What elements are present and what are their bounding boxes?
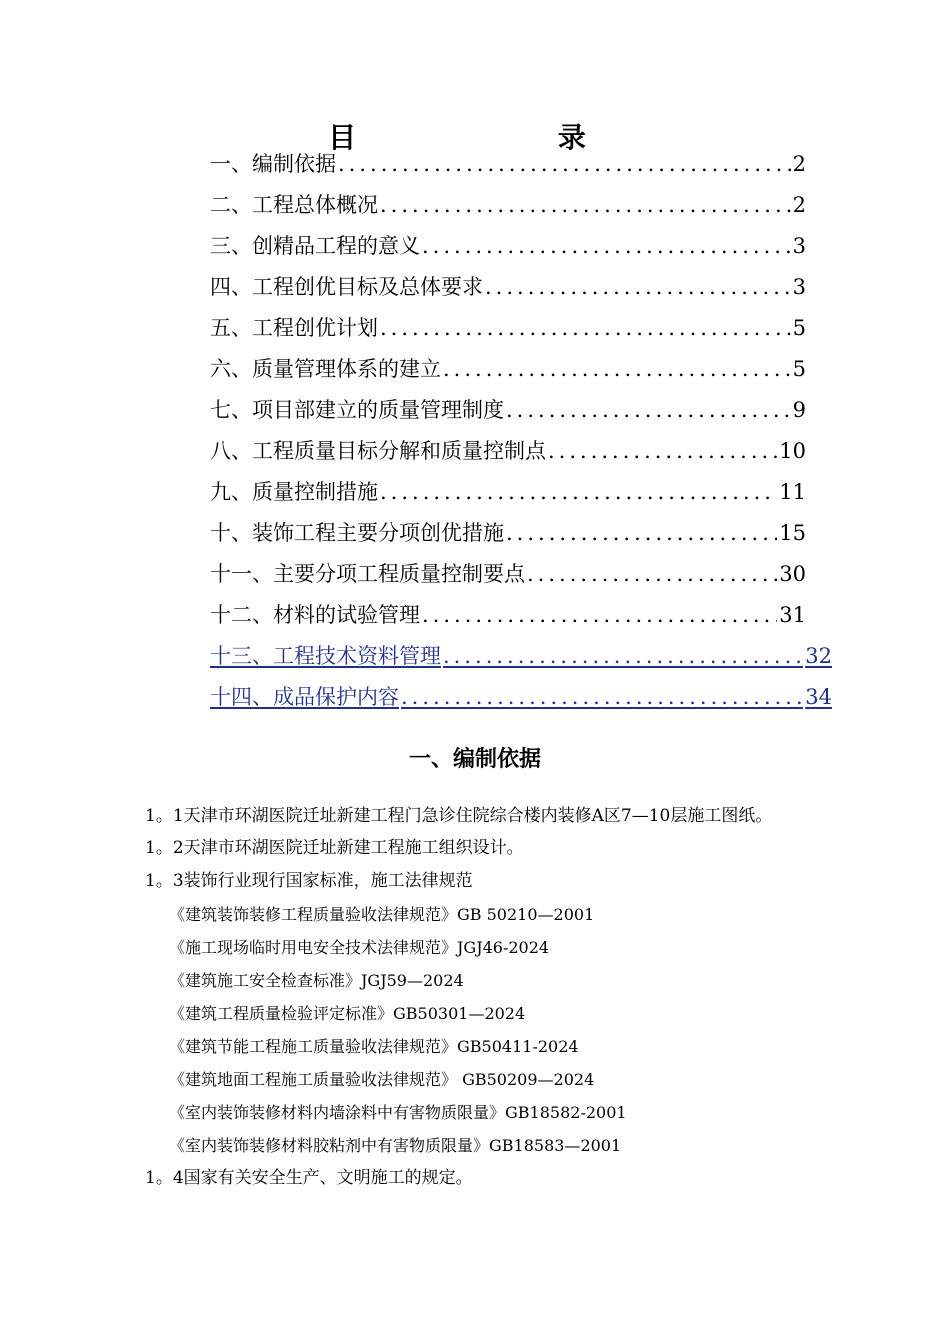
toc-leader-dots <box>546 431 777 472</box>
standard-item: 《施工现场临时用电安全技术法律规范》JGJ46-2024 <box>169 938 550 957</box>
toc-leader-dots <box>399 677 803 718</box>
toc-entry-label: 十二、材料的试验管理 <box>210 603 420 627</box>
toc-entry-page: 2 <box>792 152 806 176</box>
toc-entry-page: 9 <box>792 398 806 422</box>
toc-entry-page: 10 <box>779 439 806 463</box>
toc-entry-page: 15 <box>779 521 806 545</box>
toc-entry-page: 30 <box>779 562 806 586</box>
toc-entry-label: 四、工程创优目标及总体要求 <box>210 275 483 299</box>
toc-entry[interactable] <box>210 431 806 472</box>
table-of-contents <box>210 144 832 718</box>
toc-title: 目 录 <box>328 121 682 154</box>
toc-entry-label: 十、装饰工程主要分项创优措施 <box>210 521 504 545</box>
section-body <box>145 800 810 1195</box>
toc-entry-page: 2 <box>792 193 806 217</box>
toc-entry-label: 十一、主要分项工程质量控制要点 <box>210 562 525 586</box>
paragraph: 1。2天津市环湖医院迁址新建工程施工组织设计。 <box>145 838 524 858</box>
toc-leader-dots <box>378 308 791 349</box>
toc-entry-page: 11 <box>779 480 806 504</box>
toc-entry[interactable] <box>210 308 806 349</box>
toc-entry-page: 32 <box>805 644 832 668</box>
toc-entry-page: 3 <box>792 234 806 258</box>
toc-entry-label: 六、质量管理体系的建立 <box>210 357 441 381</box>
toc-entry-label: 二、工程总体概况 <box>210 193 378 217</box>
standard-item: 《建筑施工安全检查标准》JGJ59—2024 <box>169 971 464 990</box>
toc-leader-dots <box>378 472 777 513</box>
toc-entry-label: 十三、工程技术资料管理 <box>210 644 441 668</box>
standard-item: 《室内装饰装修材料胶粘剂中有害物质限量》GB18583—2001 <box>169 1136 622 1155</box>
toc-entry-page: 34 <box>805 685 832 709</box>
toc-entry[interactable] <box>210 513 806 554</box>
toc-leader-dots <box>336 144 791 185</box>
toc-leader-dots <box>441 349 791 390</box>
standard-item: 《室内装饰装修材料内墙涂料中有害物质限量》GB18582-2001 <box>169 1103 627 1122</box>
paragraph: 1。4国家有关安全生产、文明施工的规定。 <box>145 1168 473 1188</box>
toc-leader-dots <box>441 636 803 677</box>
toc-entry-page: 3 <box>792 275 806 299</box>
section-heading: 一、编制依据 <box>408 746 541 772</box>
toc-entry[interactable] <box>210 144 806 185</box>
standard-item: 《建筑节能工程施工质量验收法律规范》GB50411-2024 <box>169 1037 579 1056</box>
standard-item: 《建筑装饰装修工程质量验收法律规范》GB 50210—2001 <box>169 905 595 924</box>
paragraph: 1。3装饰行业现行国家标准，施工法律规范 <box>145 871 473 891</box>
toc-entry[interactable] <box>210 554 806 595</box>
paragraph: 1。1天津市环湖医院迁址新建工程门急诊住院综合楼内装修A区7—10层施工图纸。 <box>145 806 773 826</box>
standard-item: 《建筑工程质量检验评定标准》GB50301—2024 <box>169 1004 526 1023</box>
toc-entry[interactable] <box>210 595 806 636</box>
toc-entry-link[interactable] <box>210 677 832 718</box>
toc-entry-label: 三、创精品工程的意义 <box>210 234 420 258</box>
toc-entry-page: 31 <box>779 603 806 627</box>
toc-entry-label: 十四、成品保护内容 <box>210 685 399 709</box>
toc-entry[interactable] <box>210 349 806 390</box>
toc-entry[interactable] <box>210 472 806 513</box>
toc-leader-dots <box>483 267 791 308</box>
toc-entry[interactable] <box>210 185 806 226</box>
toc-entry-label: 七、项目部建立的质量管理制度 <box>210 398 504 422</box>
toc-leader-dots <box>420 226 791 267</box>
toc-entry[interactable] <box>210 390 806 431</box>
toc-leader-dots <box>504 513 777 554</box>
toc-leader-dots <box>525 554 777 595</box>
toc-entry-label: 一、编制依据 <box>210 152 336 176</box>
toc-leader-dots <box>378 185 791 226</box>
toc-entry-label: 八、工程质量目标分解和质量控制点 <box>210 439 546 463</box>
toc-entry[interactable] <box>210 226 806 267</box>
toc-entry-page: 5 <box>792 357 806 381</box>
toc-entry-label: 五、工程创优计划 <box>210 316 378 340</box>
standard-item: 《建筑地面工程施工质量验收法律规范》 GB50209—2024 <box>169 1070 595 1089</box>
toc-leader-dots <box>420 595 777 636</box>
toc-entry-link[interactable] <box>210 636 832 677</box>
toc-entry-label: 九、质量控制措施 <box>210 480 378 504</box>
toc-entry[interactable] <box>210 267 806 308</box>
toc-leader-dots <box>504 390 791 431</box>
toc-entry-page: 5 <box>792 316 806 340</box>
